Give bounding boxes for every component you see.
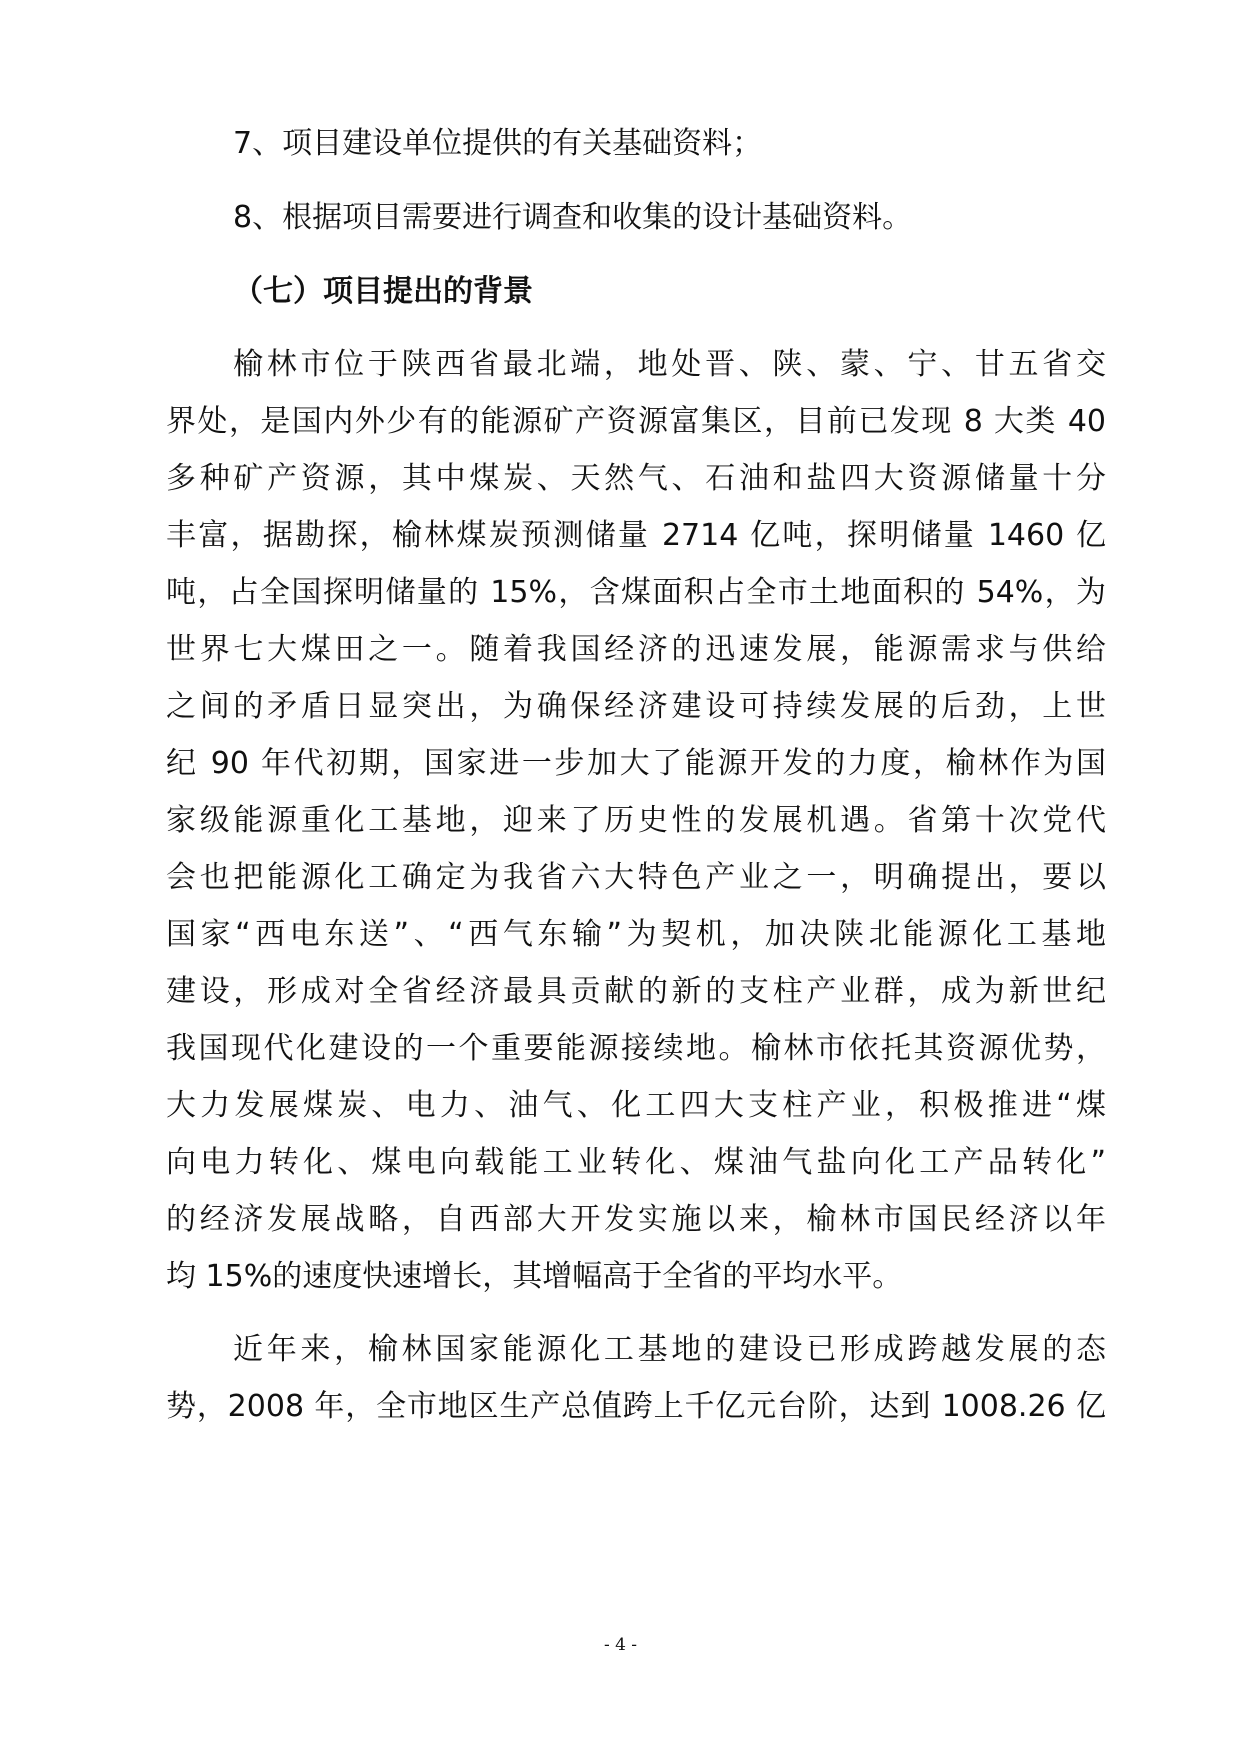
paragraph-line: 榆林市位于陕西省最北端，地处晋、陕、蒙、宁、甘五省交 [233,347,1106,382]
list-item-7: 7、项目建设单位提供的有关基础资料； [233,126,763,161]
page-number: - 4 - [603,1635,638,1655]
paragraph-line: 会也把能源化工确定为我省六大特色产业之一，明确提出，要以 [166,860,1106,895]
paragraph-line: 吨，占全国探明储量的 15%，含煤面积占全市土地面积的 54%，为 [166,575,1106,610]
paragraph-line: 的经济发展战略，自西部大开发实施以来，榆林市国民经济以年 [166,1202,1106,1237]
paragraph-line: 界处，是国内外少有的能源矿产资源富集区，目前已发现 8 大类 40 [166,404,1106,439]
paragraph-line: 纪 90 年代初期，国家进一步加大了能源开发的力度，榆林作为国 [166,746,1106,781]
paragraph-line: 丰富，据勘探，榆林煤炭预测储量 2714 亿吨，探明储量 1460 亿 [166,518,1106,553]
paragraph-line: 向电力转化、煤电向载能工业转化、煤油气盐向化工产品转化” [166,1145,1106,1180]
paragraph-line: 之间的矛盾日显突出，为确保经济建设可持续发展的后劲，上世 [166,689,1106,724]
paragraph-line: 建设，形成对全省经济最具贡献的新的支柱产业群，成为新世纪 [166,974,1106,1009]
paragraph-line: 家级能源重化工基地，迎来了历史性的发展机遇。省第十次党代 [166,803,1106,838]
paragraph-line: 势，2008 年，全市地区生产总值跨上千亿元台阶，达到 1008.26 亿 [166,1389,1106,1424]
list-item-8: 8、根据项目需要进行调查和收集的设计基础资料。 [233,200,913,235]
paragraph-line: 多种矿产资源，其中煤炭、天然气、石油和盐四大资源储量十分 [166,461,1106,496]
section-heading: （七）项目提出的背景 [233,274,533,309]
paragraph-line: 近年来，榆林国家能源化工基地的建设已形成跨越发展的态 [233,1332,1106,1367]
paragraph-line: 大力发展煤炭、电力、油气、化工四大支柱产业，积极推进“煤 [166,1088,1106,1123]
paragraph-line: 世界七大煤田之一。随着我国经济的迅速发展，能源需求与供给 [166,632,1106,667]
paragraph-line: 均 15%的速度快速增长，其增幅高于全省的平均水平。 [166,1259,903,1294]
paragraph-line: 我国现代化建设的一个重要能源接续地。榆林市依托其资源优势， [166,1031,1106,1066]
paragraph-line: 国家“西电东送”、“西气东输”为契机，加决陕北能源化工基地 [166,917,1106,952]
